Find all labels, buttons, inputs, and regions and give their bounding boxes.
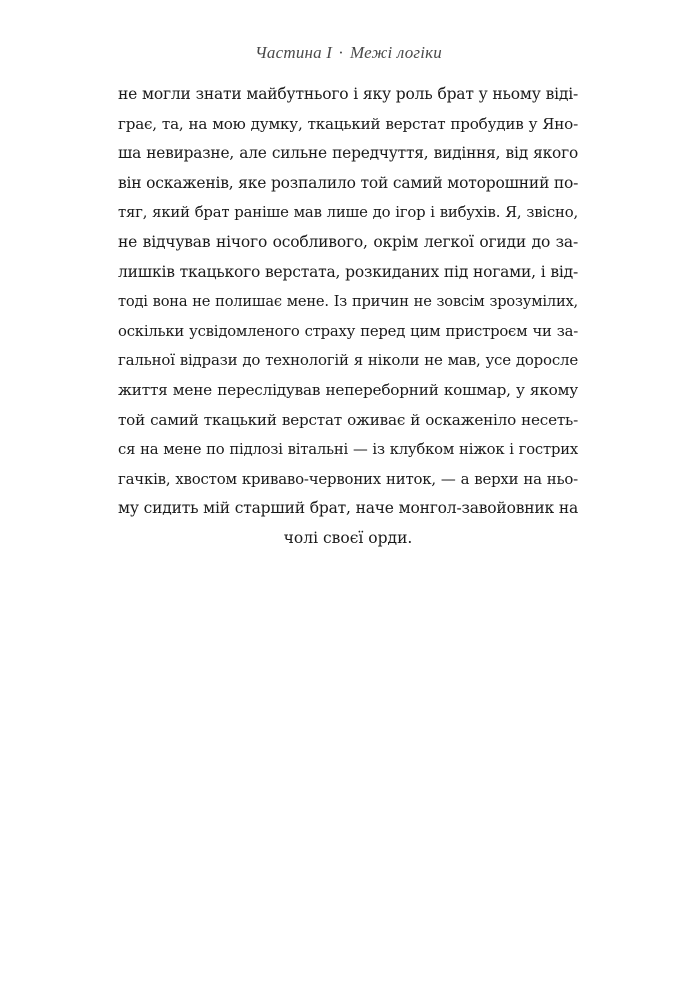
running-header	[0, 43, 697, 63]
text-line: тоді вона не полишає мене. Із причин не зовсім зрозумілих,	[118, 293, 578, 311]
body-paragraph	[118, 80, 578, 554]
text-line: він оскаженів, яке розпалило той самий моторошний по-	[118, 173, 579, 192]
text-line: грає, та, на мою думку, ткацький верстат пробудив у Яно-	[118, 114, 578, 133]
text-line: той самий ткацький верстат оживає й оскаженіло несеть-	[118, 410, 578, 429]
header-title: Межі логіки	[350, 43, 443, 62]
text-line: життя мене переслідував непереборний кошмар, у якому	[118, 380, 578, 399]
text-line: не могли знати майбутнього і яку роль брат у ньому віді-	[118, 85, 578, 103]
text-line: гачків, хвостом криваво-червоних ниток, — а верхи на ньо-	[118, 469, 578, 488]
text-line: тяг, який брат раніше мав лише до ігор і вибухів. Я, звісно,	[118, 203, 578, 222]
text-line: му сидить мій старший брат, наче монгол-завойовник на	[118, 499, 578, 518]
header-part: Частина I	[254, 43, 333, 62]
header-separator: ·	[338, 43, 345, 62]
text-line: ся на мене по підлозі вітальні — із клубком ніжок і гострих	[118, 441, 578, 459]
text-line: лишків ткацького верстата, розкиданих під ногами, і від-	[118, 262, 578, 281]
text-line: чолі своєї орди.	[283, 528, 413, 547]
text-line: оскільки усвідомленого страху перед цим пристроєм чи за-	[118, 322, 578, 340]
text-line: гальної відрази до технологій я ніколи не мав, усе доросле	[118, 351, 578, 370]
text-line: ша невиразне, але сильне передчуття, видіння, від якого	[118, 144, 578, 163]
text-line: не відчував нічого особливого, окрім легкої огиди до за-	[118, 232, 578, 251]
